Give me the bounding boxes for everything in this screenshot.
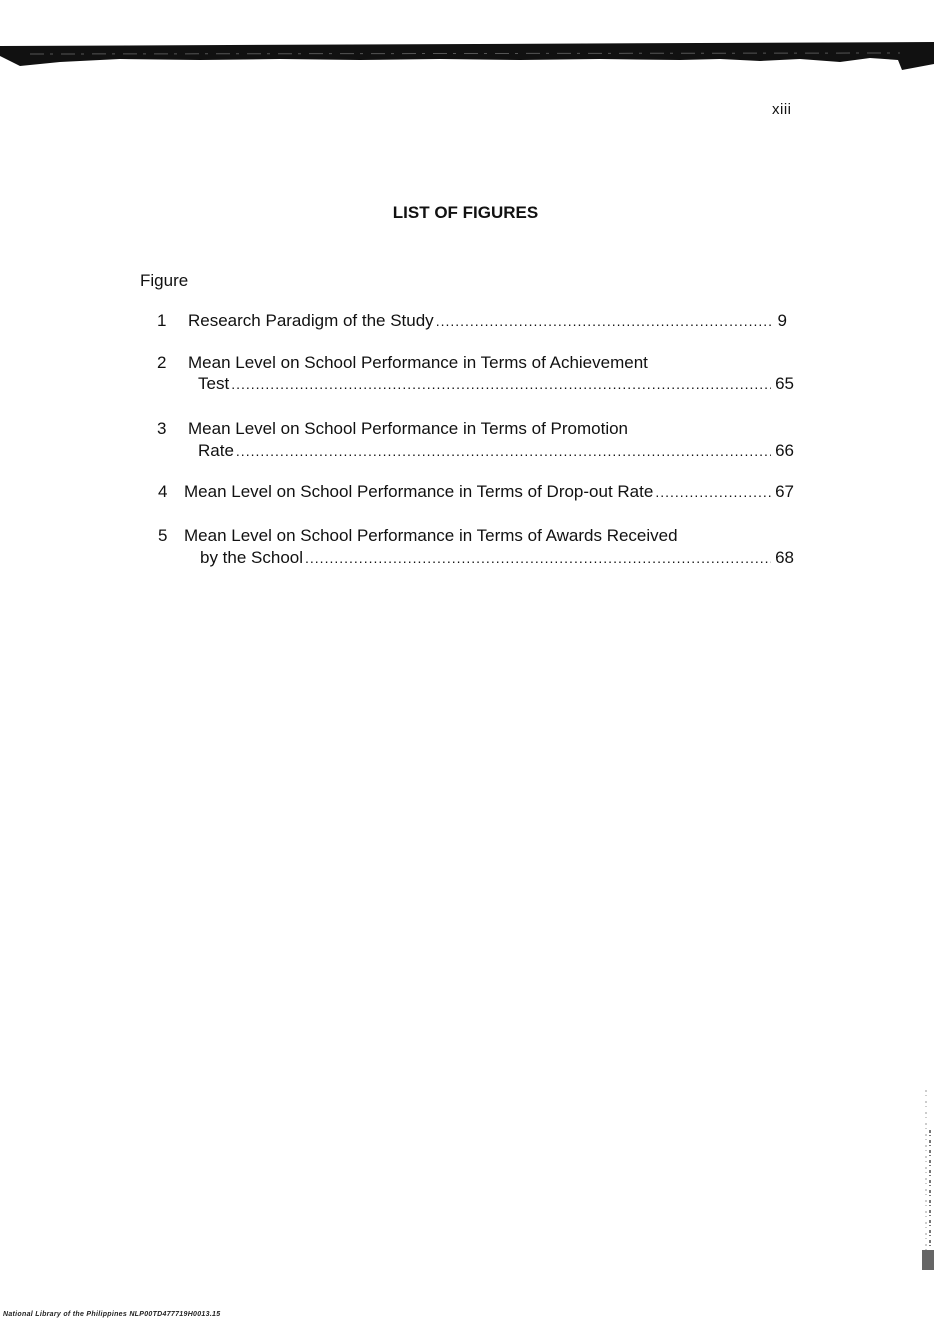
scan-edge-noise: [920, 1090, 934, 1270]
figure-title: Mean Level on School Performance in Terms of Awards Received: [184, 526, 678, 545]
figure-number: 4: [158, 482, 168, 501]
figure-number: 1: [157, 311, 167, 330]
figure-title: Research Paradigm of the Study: [188, 311, 434, 330]
figure-title: Mean Level on School Performance in Terms of Drop-out Rate: [184, 482, 654, 501]
figure-number: 2: [157, 353, 167, 372]
figure-page: 66: [775, 441, 794, 460]
figure-title-line: [198, 374, 794, 394]
page-title: LIST OF FIGURES: [392, 203, 539, 222]
figure-page: 67: [775, 482, 794, 501]
figure-title-line: [188, 353, 648, 373]
figure-number: 5: [158, 526, 168, 545]
figure-title-line: [184, 526, 678, 546]
figure-title: Mean Level on School Performance in Terms of Promotion: [188, 419, 629, 438]
page-number: xiii: [772, 101, 792, 118]
figure-column-label: Figure: [140, 271, 189, 290]
figure-page: 68: [775, 548, 794, 567]
scan-border-bar: [0, 42, 934, 70]
figure-title-line: [200, 548, 794, 568]
figure-page: 65: [775, 374, 794, 393]
figure-title-line: [188, 311, 787, 331]
dot-leader: [236, 443, 771, 459]
figure-page: 9: [777, 311, 787, 330]
dot-leader: [655, 484, 771, 500]
figure-title-continued: Test: [198, 374, 230, 393]
figure-title: Mean Level on School Performance in Terms of Achievement: [188, 353, 648, 372]
figure-title-line: [198, 441, 794, 461]
figure-title-continued: Rate: [198, 441, 234, 460]
dot-leader: [436, 313, 774, 329]
figure-title-line: [184, 482, 794, 502]
figure-number: 3: [157, 419, 167, 438]
figure-title-line: [188, 419, 628, 439]
figure-title-continued: by the School: [200, 548, 304, 567]
dot-leader: [231, 376, 771, 392]
dot-leader: [305, 550, 771, 566]
library-stamp: National Library of the Philippines NLP00TD477719H0013.15: [3, 1311, 221, 1318]
